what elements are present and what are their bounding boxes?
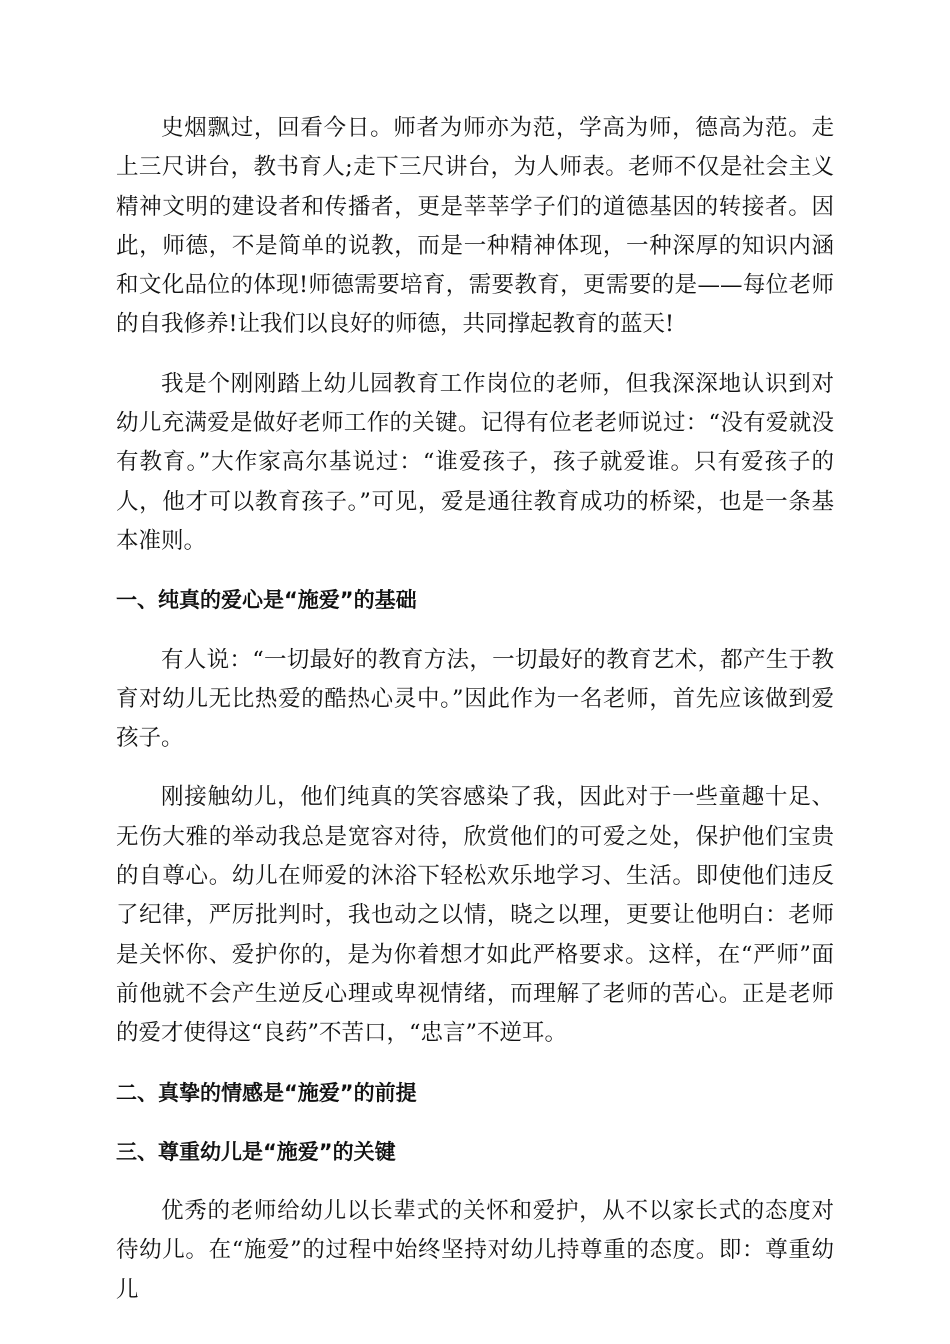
paragraph-respect: 优秀的老师给幼儿以长辈式的关怀和爱护，从不以家长式的态度对待幼儿。在“施爱”的过程中始终坚持对幼儿持尊重的态度。即：尊重幼儿 <box>116 1198 834 1303</box>
section-heading-3: 三、尊重幼儿是“施爱”的关键 <box>116 1139 396 1164</box>
paragraph-intro: 史烟飘过，回看今日。师者为师亦为范，学高为师，德高为范。走上三尺讲台，教书育人;走下三尺讲台，为人师表。老师不仅是社会主义精神文明的建设者和传播者，更是莘莘学子们的道德基因的转接者。因此，师德，不是简单的说教，而是一种精神体现，一种深厚的知识内涵和文化品位的体现!师德需要培育，需要教育，更需要的是——每位老师的自我修养!让我们以良好的师德，共同撑起教育的蓝天! <box>116 115 834 338</box>
section-heading-1: 一、纯真的爱心是“施爱”的基础 <box>116 588 417 613</box>
paragraph-quote: 有人说：“一切最好的教育方法，一切最好的教育艺术，都产生于教育对幼儿无比热爱的酷热心灵中。”因此作为一名老师，首先应该做到爱孩子。 <box>116 646 834 752</box>
document-body <box>116 109 834 1330</box>
paragraph-experience: 刚接触幼儿，他们纯真的笑容感染了我，因此对于一些童趣十足、无伤大雅的举动我总是宽容对待，欣赏他们的可爱之处，保护他们宝贵的自尊心。幼儿在师爱的沐浴下轻松欢乐地学习、生活。即使他们违反了纪律，严厉批判时，我也动之以情，晓之以理，更要让他明白：老师是关怀你、爱护你的，是为你着想才如此严格要求。这样，在“严师”面前他就不会产生逆反心理或卑视情绪，而理解了老师的苦心。正是老师的爱才使得这“良药”不苦口，“忠言”不逆耳。 <box>116 784 834 1047</box>
section-heading-2: 二、真挚的情感是“施爱”的前提 <box>116 1080 417 1105</box>
paragraph-love-key: 我是个刚刚踏上幼儿园教育工作岗位的老师，但我深深地认识到对幼儿充满爱是做好老师工作的关键。记得有位老老师说过：“没有爱就没有教育。”大作家高尔基说过：“谁爱孩子，孩子就爱谁。只有爱孩子的人，他才可以教育孩子。”可见，爱是通往教育成功的桥梁，也是一条基本准则。 <box>116 370 834 554</box>
